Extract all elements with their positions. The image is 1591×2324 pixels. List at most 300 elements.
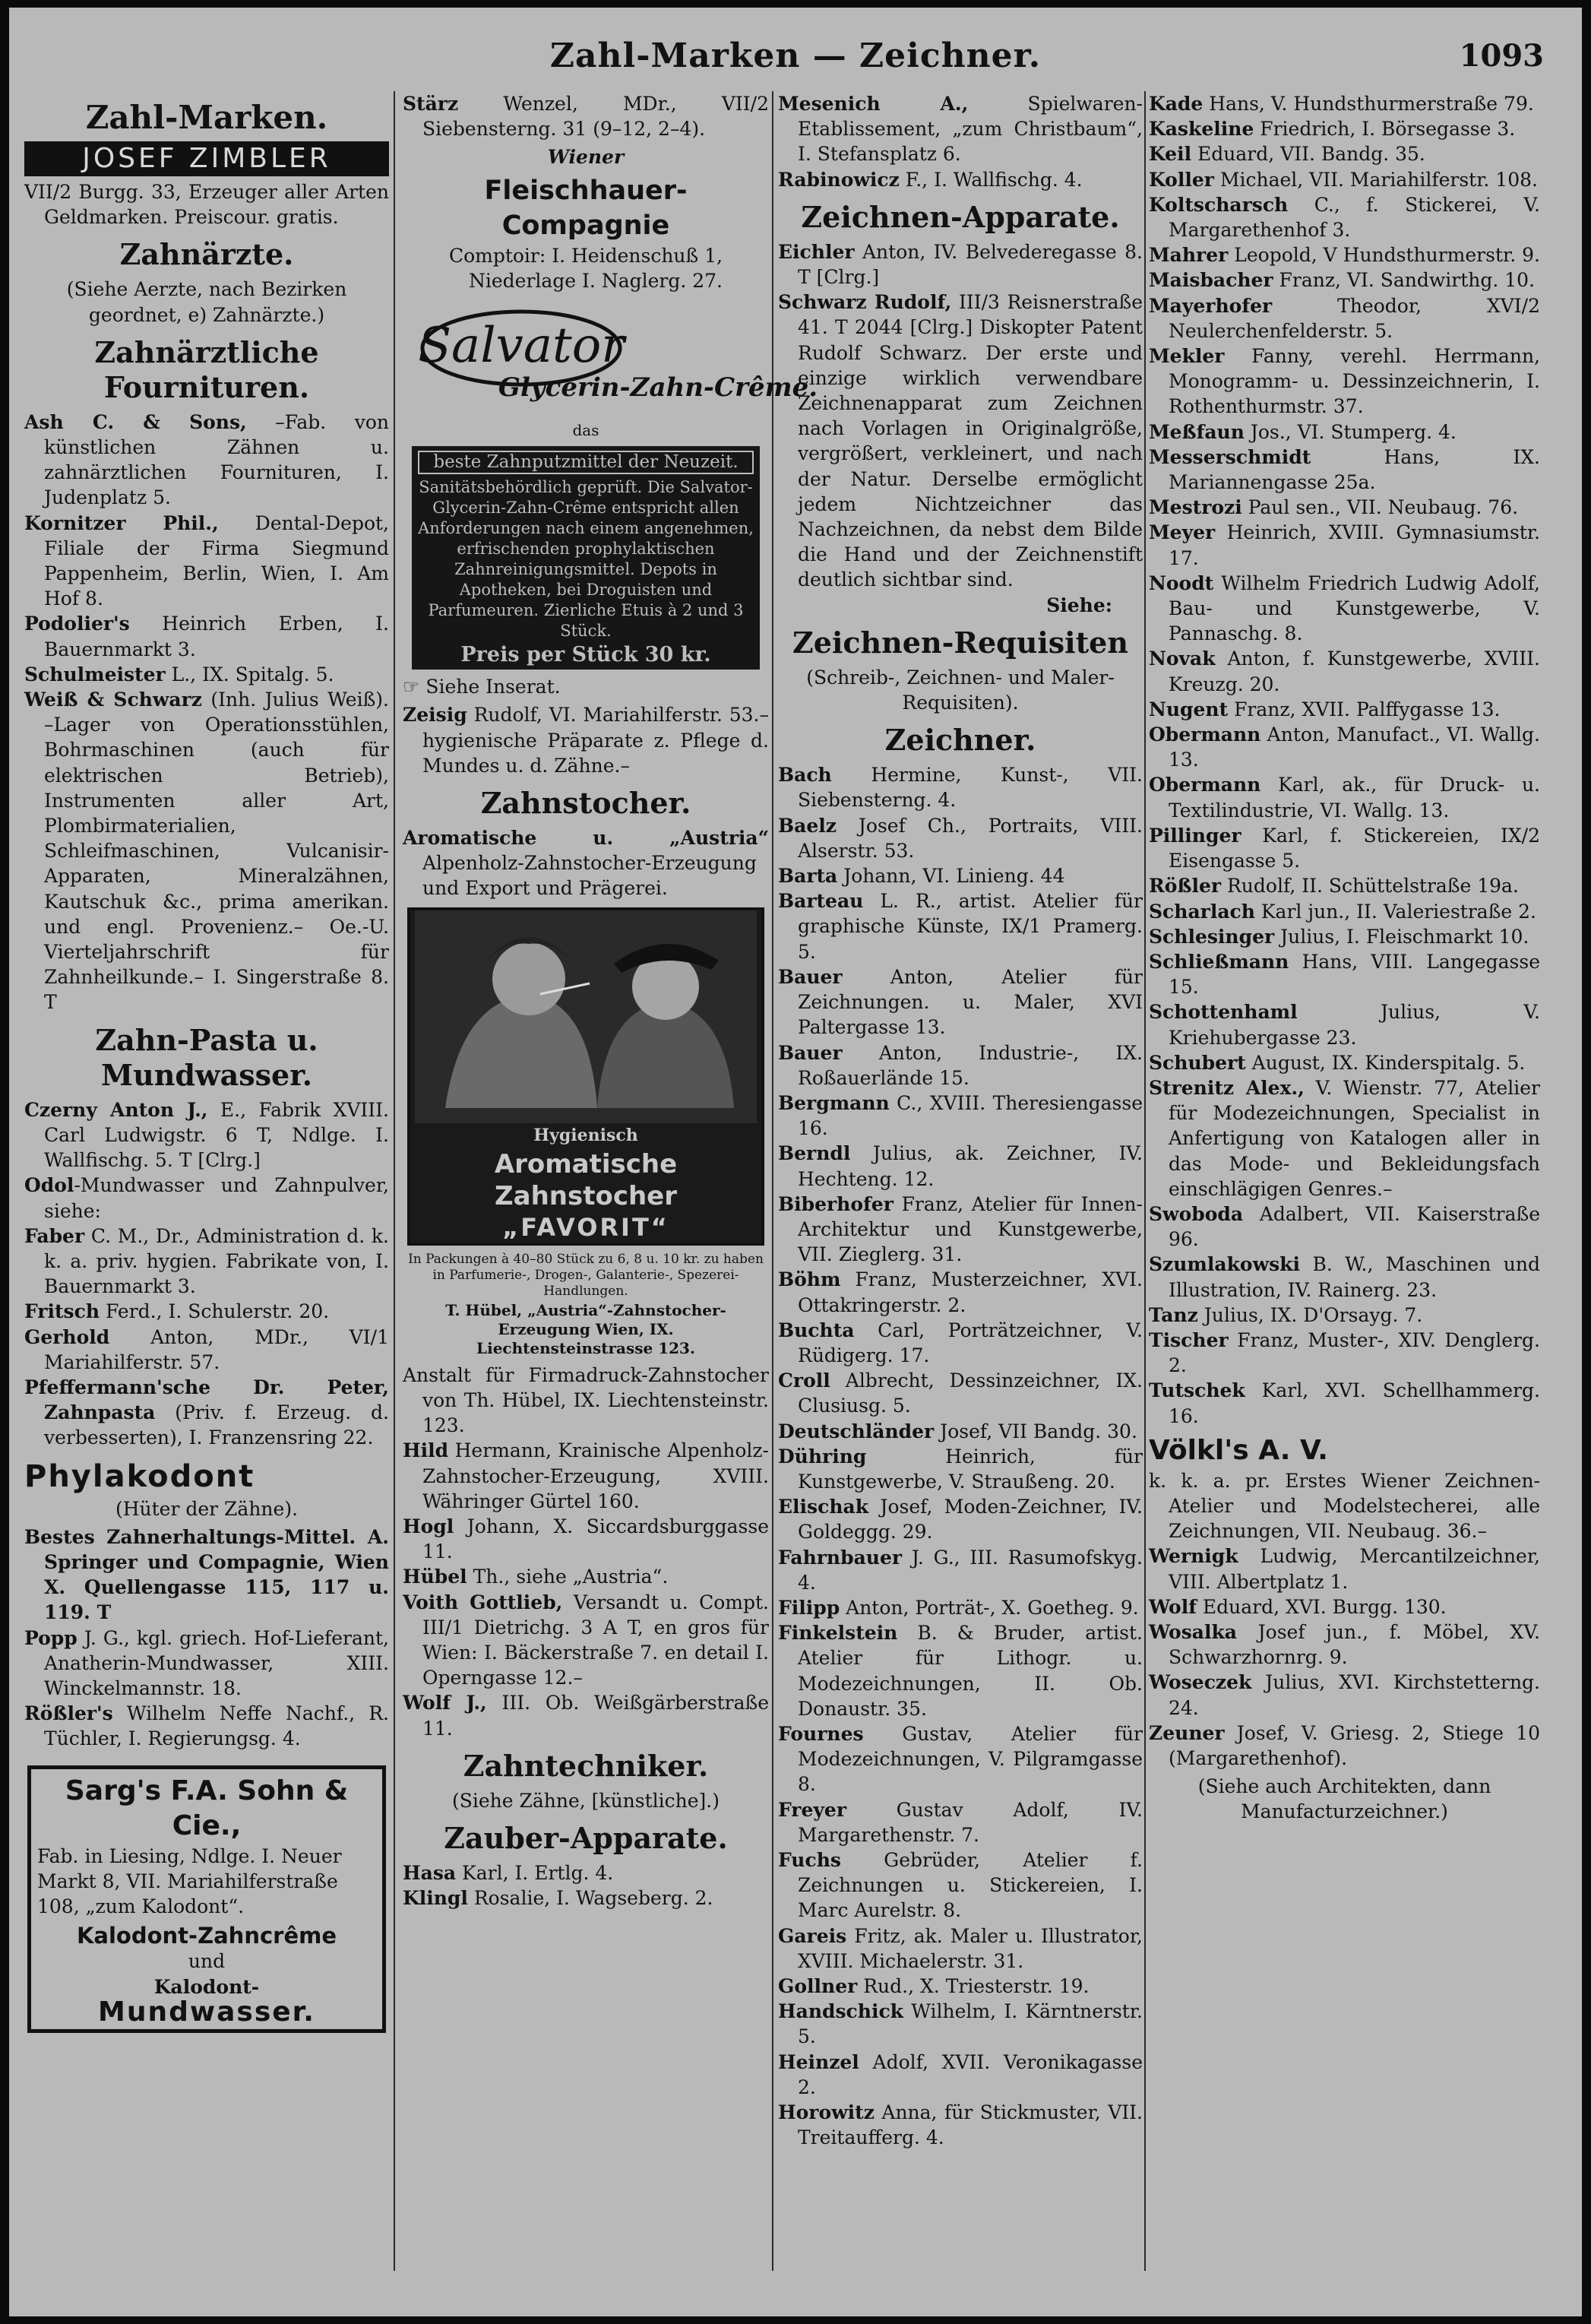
entry-text: Hans, VIII. Langegasse 15. xyxy=(1169,950,1540,999)
list-item xyxy=(1149,1544,1540,1594)
list-item xyxy=(778,762,1143,812)
salvator-das: das xyxy=(572,421,599,440)
salvator-logo-image xyxy=(407,301,818,423)
list-item xyxy=(1149,141,1540,166)
list-item xyxy=(1149,1670,1540,1720)
entry-text: Wilhelm Neffe Nachf., R. Tüchler, I. Regierungsg. 4. xyxy=(44,1702,389,1750)
entry-text: Anna, für Stickmuster, VII. Treitaufferg. 4. xyxy=(798,2101,1143,2149)
entry-name: Mekler xyxy=(1149,345,1225,368)
column-divider xyxy=(772,91,773,2271)
entry-name: Fuchs xyxy=(778,1849,841,1871)
entry-text: III. Ob. Weißgärberstraße 11. xyxy=(422,1692,769,1740)
entry-text: Ferd., I. Schulerstr. 20. xyxy=(100,1300,330,1323)
list-item xyxy=(778,1091,1143,1141)
see-label: Siehe: xyxy=(1046,594,1112,616)
entry-name: Baelz xyxy=(778,814,837,837)
column-divider xyxy=(1144,91,1146,2271)
list-item xyxy=(24,687,389,1015)
entry-name: Tanz xyxy=(1149,1303,1198,1326)
entry-text: Johann, X. Siccardsburggasse 11. xyxy=(422,1515,769,1563)
entry-name: Finkelstein xyxy=(778,1622,898,1645)
list-item xyxy=(403,1590,769,1691)
list-item xyxy=(1149,420,1540,445)
entry-text: Rosalie, I. Wagseberg. 2. xyxy=(467,1887,713,1910)
entry-text: -Mundwasser und Zahnpulver, siehe: xyxy=(44,1174,389,1222)
entry-text: Fritz, ak. Maler u. Illustrator, XVIII. Michaelerstr. 31. xyxy=(798,1924,1143,1972)
entry-text: Dental-Depot, Filiale der Firma Siegmund Pappenheim, Berlin, Wien, I. Am Hof 8. xyxy=(44,511,389,610)
phylakodont-text: Bestes Zahnerhaltungs-Mittel. A. Springer und Compagnie, Wien X. Quellengasse 115, 117 u. 119. T xyxy=(24,1525,389,1624)
entry-name: Wosalka xyxy=(1149,1620,1238,1643)
entry-text: Alpenholz-Zahnstocher-Erzeugung und Export und Prägerei. xyxy=(422,852,757,900)
entry-text: Johann, VI. Linieng. 44 xyxy=(837,865,1065,888)
list-item xyxy=(1149,823,1540,873)
list-item xyxy=(778,888,1143,964)
entry-name: Scharlach xyxy=(1149,900,1255,923)
section-heading: Zeichnen-Requisiten xyxy=(792,625,1128,660)
zimbler-nameplate: JOSEF ZIMBLER xyxy=(24,141,389,176)
entry-name: Koller xyxy=(1149,168,1214,191)
entry-text: Eduard, XVI. Burgg. 130. xyxy=(1196,1595,1447,1618)
entry-text: Fanny, verehl. Herrmann, Monogramm- u. Dessinzeichnerin, I. Rothenthurmstr. 37. xyxy=(1169,345,1540,418)
entry-text: Hermann, Krainische Alpenholz-Zahnstocher-Erzeugung, XVIII. Währinger Gürtel 160. xyxy=(422,1439,769,1512)
entry-text: Anstalt für Firmadruck-Zahnstocher von Th. Hübel, IX. Liechtensteinstr. 123. xyxy=(403,1363,769,1437)
sarg-and: und xyxy=(188,1950,226,1973)
section-note: (Siehe Zähne, [künstliche].) xyxy=(451,1789,720,1812)
entry-name: Mestrozi xyxy=(1149,496,1242,519)
entry-name: Barta xyxy=(778,865,838,888)
entry-name: Schwarz Rudolf, xyxy=(778,291,952,314)
list-item xyxy=(403,91,769,141)
final-note: (Siehe auch Architekten, dann Manufacturzeichner.) xyxy=(1197,1775,1491,1823)
favorit-title: Aromatische Zahnstocher xyxy=(494,1148,678,1211)
column-divider xyxy=(394,91,395,2271)
list-item xyxy=(1149,268,1540,293)
favorit-small-print: In Packungen à 40–80 Stück zu 6, 8 u. 10 kr. zu haben in Parfumerie-, Drogen-, Galanterie-, Spezerei-Handlungen. xyxy=(408,1251,764,1299)
entry-name: Hübel xyxy=(403,1566,467,1588)
entry-name: Gareis xyxy=(778,1924,847,1947)
entry-name: Bauer xyxy=(778,965,843,988)
list-item xyxy=(1149,949,1540,999)
list-item xyxy=(24,1097,389,1173)
section-heading: Zauber-Apparate. xyxy=(444,1821,728,1856)
list-item xyxy=(1149,646,1540,696)
sarg-title: Sarg's F.A. Sohn & Cie., xyxy=(65,1775,349,1841)
entry-text: Versandt u. Compt. III/1 Dietrichg. 3 A T, en gros für Wien: I. Bäckerstraße 7. en detail I. Operngasse 12.– xyxy=(422,1591,769,1689)
entry-text: E., Fabrik XVIII. Carl Ludwigstr. 6 T, Ndlge. I. Wallfischg. 5. T [Clrg.] xyxy=(44,1098,389,1172)
entry-name: Meßfaun xyxy=(1149,420,1245,443)
list-item xyxy=(403,1564,769,1589)
list-item xyxy=(403,1885,769,1911)
entry-name: Odol xyxy=(24,1174,74,1197)
entry-name: Elischak xyxy=(778,1496,869,1518)
entry-text: Hermine, Kunst-, VII. Siebensterng. 4. xyxy=(798,764,1143,812)
entry-name: Horowitz xyxy=(778,2101,875,2124)
entry-text: Paul sen., VII. Neubaug. 76. xyxy=(1241,496,1519,519)
column-3 xyxy=(778,91,1143,2278)
list-item xyxy=(1149,192,1540,242)
entry-name: Dühring xyxy=(778,1445,867,1468)
list-item xyxy=(778,1318,1143,1368)
entry-text: Julius, I. Fleischmarkt 10. xyxy=(1274,925,1529,948)
list-item xyxy=(1149,1252,1540,1302)
entry-name: Hild xyxy=(403,1439,449,1462)
directory-page xyxy=(9,8,1582,2316)
entry-name: Schlesinger xyxy=(1149,925,1275,948)
list-item xyxy=(778,1974,1143,1999)
entry-text: Michael, VII. Mariahilferstr. 108. xyxy=(1213,168,1538,191)
list-item xyxy=(1149,1202,1540,1252)
entry-name: Biberhofer xyxy=(778,1192,894,1215)
entry-text: (Priv. f. Erzeug. d. verbesserten), I. Franzensring 22. xyxy=(44,1401,389,1449)
section-heading: Zeichnen-Apparate. xyxy=(801,199,1120,234)
entry-name: Schottenhaml xyxy=(1149,1001,1298,1024)
sarg-product: Kalodont-Zahncrême xyxy=(76,1923,337,1949)
entry-name: Noodt xyxy=(1149,572,1214,594)
entry-text: Josef, VII Bandg. 30. xyxy=(934,1420,1137,1442)
entry-text: August, IX. Kinderspitalg. 5. xyxy=(1245,1051,1526,1074)
section-heading: Zeichner. xyxy=(884,723,1036,758)
list-item xyxy=(24,1626,389,1702)
list-item xyxy=(1149,495,1540,520)
entry-text: Heinrich, für Kunstgewerbe, V. Straußeng. 20. xyxy=(798,1445,1143,1493)
list-item xyxy=(1149,167,1540,192)
entry-text: Karl, f. Stickereien, IX/2 Eisengasse 5. xyxy=(1169,824,1540,872)
sarg-product: Kalodont- xyxy=(153,1975,260,1998)
entry-text: Anton, IV. Belvederegasse 8. T [Clrg.] xyxy=(798,240,1143,289)
list-item xyxy=(24,511,389,612)
list-item xyxy=(24,410,389,511)
entry-text: Franz, XVII. Palffygasse 13. xyxy=(1228,698,1501,720)
section-heading: Zahl-Marken. xyxy=(85,99,328,136)
entry-name: Nugent xyxy=(1149,698,1229,720)
entry-text: C. M., Dr., Administration d. k. k. a. priv. hygien. Fabrikate von, I. Bauernmarkt 3. xyxy=(44,1224,389,1298)
entry-name: Fritsch xyxy=(24,1300,100,1323)
entry-name: Klingl xyxy=(403,1887,468,1910)
entry-text: Rud., X. Triesterstr. 19. xyxy=(857,1975,1090,1998)
entry-text: Gustav, Atelier für Modezeichnungen, V. Pilgramgasse 8. xyxy=(798,1722,1143,1796)
entry-name: Koltscharsch xyxy=(1149,193,1289,216)
entry-text: J. G., III. Rasumofskyg. 4. xyxy=(798,1546,1143,1594)
entry-name: Faber xyxy=(24,1224,85,1247)
voelkl-text: k. k. a. pr. Erstes Wiener Zeichnen-Atelier und Modelstecherei, alle Zeichnungen, VII. Neubaug. 36.– xyxy=(1149,1469,1540,1543)
entry-text: (Inh. Julius Weiß). –Lager von Operationsstühlen, Bohrmaschinen (auch für elektrischen Betrieb), Instrumenten aller Art, Plombirmaterialien, Schleifmaschinen, Vulcanisir-Apparaten, Mineralzähnen, Kautschuk &c., prima amerikan. und engl. Provenienz.– Oe.-U. Vierteljahrschrift für Zahnheilkunde.– I. Singerstraße 8. T xyxy=(44,689,389,1014)
entry-name: Bach xyxy=(778,764,832,787)
entry-name: Keil xyxy=(1149,143,1192,166)
entry-name: Aromatische u. „Austria“ xyxy=(403,827,769,850)
entry-text: Adalbert, VII. Kaiserstraße 96. xyxy=(1169,1202,1540,1251)
page-number: 1093 xyxy=(1459,38,1544,74)
entry-name: Popp xyxy=(24,1626,77,1649)
entry-name: Berndl xyxy=(778,1142,851,1165)
entry-name: Schulmeister xyxy=(24,663,166,685)
entry-name: Mesenich A., xyxy=(778,93,969,115)
entry-text: Josef jun., f. Möbel, XV. Schwarzhornrg. 9. xyxy=(1169,1620,1540,1669)
list-item xyxy=(1149,1594,1540,1620)
list-item xyxy=(24,1375,389,1451)
list-item xyxy=(1149,520,1540,570)
list-item xyxy=(778,1595,1143,1620)
entry-name: Mahrer xyxy=(1149,244,1229,267)
list-item xyxy=(1149,91,1540,116)
list-item xyxy=(778,1999,1143,2049)
list-item xyxy=(1149,445,1540,495)
entry-text: Anton, Industrie-, IX. Roßauerlände 15. xyxy=(798,1041,1143,1089)
entry-text: Julius, ak. Zeichner, IV. Hechteng. 12. xyxy=(798,1142,1143,1190)
list-item xyxy=(778,813,1143,863)
list-item xyxy=(778,91,1143,167)
entry-text: Jos., VI. Stumperg. 4. xyxy=(1244,420,1457,443)
entry-text: Friedrich, I. Börsegasse 3. xyxy=(1254,118,1516,141)
entry-text: Hans, IX. Mariannengasse 25a. xyxy=(1169,445,1540,494)
entry-text: Julius, V. Kriehubergasse 23. xyxy=(1169,1001,1540,1049)
list-item xyxy=(1149,116,1540,141)
list-item xyxy=(403,1363,769,1439)
list-item xyxy=(24,1299,389,1324)
list-item xyxy=(24,662,389,687)
entry-name: Eichler xyxy=(778,240,855,263)
entry-name: Hasa xyxy=(403,1862,457,1885)
list-item xyxy=(1149,899,1540,924)
list-item xyxy=(24,1224,389,1300)
entry-name: Buchta xyxy=(778,1319,855,1341)
section-heading: Zahnärztliche Fournituren. xyxy=(94,334,319,404)
entry-text: Rudolf, II. Schüttelstraße 19a. xyxy=(1221,875,1519,898)
entry-name: Szumlakowski xyxy=(1149,1253,1300,1276)
entry-text: Heinrich Erben, I. Bauernmarkt 3. xyxy=(44,613,389,660)
list-item xyxy=(24,1173,389,1223)
fleischhauer-title: Fleischhauer-Compagnie xyxy=(484,175,688,241)
favorit-illustration xyxy=(415,910,757,1123)
entry-text: Josef Ch., Portraits, VIII. Alserstr. 53. xyxy=(798,814,1143,862)
list-item xyxy=(1149,1050,1540,1075)
entry-name: Handschick xyxy=(778,2000,903,2023)
entry-name: Fournes xyxy=(778,1722,864,1745)
entry-text: Anton, MDr., VI/1 Mariahilferstr. 57. xyxy=(44,1325,389,1373)
column-1 xyxy=(24,91,389,2278)
entry-text: Franz, VI. Sandwirthg. 10. xyxy=(1273,269,1536,292)
entry-text: L. R., artist. Atelier für graphische Künste, IX/1 Pramerg. 5. xyxy=(798,890,1143,963)
entry-text: Wilhelm, I. Kärntnerstr. 5. xyxy=(798,2000,1143,2048)
salvator-logo-text: Salvator xyxy=(418,318,625,375)
entry-text: Th., siehe „Austria“. xyxy=(467,1566,669,1588)
entry-name: Rabinowicz xyxy=(778,168,900,191)
entry-name: Deutschländer xyxy=(778,1420,935,1442)
entry-text: –Fab. von künstlichen Zähnen u. zahnärztlichen Fournituren, I. Judenplatz 5. xyxy=(44,410,389,509)
list-item xyxy=(778,1797,1143,1847)
list-item xyxy=(1149,1721,1540,1771)
list-item xyxy=(778,1267,1143,1317)
entry-name: Woseczek xyxy=(1149,1671,1252,1694)
entry-text: Josef, V. Griesg. 2, Stiege 10 (Margarethenhof). xyxy=(1169,1721,1540,1769)
entry-text: B. W., Maschinen und Illustration, IV. Rainerg. 23. xyxy=(1169,1253,1540,1301)
entry-text: B. & Bruder, artist. Atelier für Lithogr. u. Modezeichnungen, II. Ob. Donaustr. 35. xyxy=(798,1622,1143,1720)
list-item xyxy=(403,1690,769,1740)
list-item xyxy=(778,1141,1143,1191)
list-item xyxy=(1149,697,1540,722)
entry-name: Barteau xyxy=(778,890,864,913)
section-heading: Zahnärzte. xyxy=(119,237,294,272)
entry-text: Theodor, XVI/2 Neulerchenfelderstr. 5. xyxy=(1169,294,1540,342)
list-item xyxy=(1149,1303,1540,1328)
entry-text: V. Wienstr. 77, Atelier für Modezeichnungen, Specialist in Anfertigung von Katalogen aller in das Mode- und Bekleidungsfach einschlägigen Genres.– xyxy=(1169,1076,1540,1200)
entry-name: Messerschmidt xyxy=(1149,445,1311,468)
list-item xyxy=(778,1192,1143,1268)
list-item xyxy=(778,167,1143,192)
entry-text: Wenzel, MDr., VII/2 Siebensterng. 31 (9–12, 2–4). xyxy=(422,93,769,141)
entry-text: Julius, XVI. Kirchstetterng. 24. xyxy=(1169,1671,1540,1719)
entry-name: Freyer xyxy=(778,1798,846,1821)
salvator-price: Preis per Stück 30 kr. xyxy=(460,643,711,667)
entry-name: Zeuner xyxy=(1149,1721,1225,1744)
column-4 xyxy=(1149,91,1540,2278)
entry-name: Wolf J., xyxy=(403,1692,487,1715)
sarg-text: Fab. in Liesing, Ndlge. I. Neuer Markt 8, VII. Mariahilferstraße 108, „zum Kalodont“. xyxy=(37,1844,342,1917)
advert-favorit xyxy=(407,907,764,1246)
entry-text: C., XVIII. Theresiengasse 16. xyxy=(798,1091,1143,1140)
entry-text: C., f. Stickerei, V. Margarethenhof 3. xyxy=(1169,193,1540,242)
entry-text: III/3 Reisnerstraße 41. T 2044 [Clrg.] Diskopter Patent Rudolf Schwarz. Der erste und einzige wirklich verwendbare Zeichnenapparat zum Zeichnen nach Vorlagen in Originalgröße, vergrößert, verkleinert, und nach der Natur. Derselbe ermöglicht jedem Nichtzeichner das Nachzeichnen, da nebst dem Bilde die Hand und der Zeichnenstift deutlich sichtbar sind. xyxy=(798,291,1143,591)
list-item xyxy=(778,239,1143,290)
entry-text: Heinrich, XVIII. Gymnasiumstr. 17. xyxy=(1169,521,1540,569)
page-title: Zahl-Marken — Zeichner. xyxy=(549,36,1042,75)
list-item xyxy=(403,1860,769,1885)
list-item xyxy=(1149,1378,1540,1428)
section-heading: Zahnstocher. xyxy=(480,786,691,821)
salvator-see: ☞ Siehe Inserat. xyxy=(403,676,561,698)
entry-name: Tutschek xyxy=(1149,1379,1245,1402)
salvator-subtitle: Glycerin-Zahn-Crême. xyxy=(498,372,818,404)
entry-text: Julius, IX. D'Orsayg. 7. xyxy=(1197,1303,1423,1326)
list-item xyxy=(24,1701,389,1751)
entry-text: Franz, Atelier für Innen-Architektur und Kunstgewerbe, VII. Zieglerg. 31. xyxy=(798,1192,1143,1266)
entry-name: Novak xyxy=(1149,647,1216,670)
entry-name: Rößler xyxy=(1149,875,1222,898)
list-item xyxy=(403,1438,769,1514)
list-item xyxy=(778,1620,1143,1721)
section-heading: Zahn-Pasta u. Mundwasser. xyxy=(95,1022,318,1092)
entry-name: Wolf xyxy=(1149,1595,1197,1618)
entry-name: Bauer xyxy=(778,1041,843,1064)
list-item xyxy=(778,1419,1143,1444)
list-item xyxy=(1149,999,1540,1050)
entry-name: Rößler's xyxy=(24,1702,113,1725)
list-item xyxy=(778,863,1143,888)
list-item xyxy=(778,290,1143,592)
entry-name: Zeisig xyxy=(403,704,467,727)
entry-name: Kade xyxy=(1149,93,1204,115)
list-item xyxy=(778,1368,1143,1418)
entry-name: Obermann xyxy=(1149,774,1261,796)
list-item xyxy=(1149,242,1540,268)
phylakodont-subtitle: (Hüter der Zähne). xyxy=(115,1497,299,1520)
entry-text: Spielwaren-Etablissement, „zum Christbaum“, I. Stefansplatz 6. xyxy=(798,93,1143,166)
entry-text: Karl jun., II. Valeriestraße 2. xyxy=(1254,900,1537,923)
list-item xyxy=(778,1545,1143,1595)
list-item xyxy=(778,1040,1143,1091)
list-item xyxy=(1149,1620,1540,1670)
list-item xyxy=(778,964,1143,1040)
entry-text: Wilhelm Friedrich Ludwig Adolf, Bau- und Kunstgewerbe, V. Pannaschg. 8. xyxy=(1169,572,1540,645)
entry-text: Anton, Atelier für Zeichnungen. u. Maler, XVI Paltergasse 13. xyxy=(798,965,1143,1039)
entry-name: Stärz xyxy=(403,93,459,115)
entry-text: Karl, ak., für Druck- u. Textilindustrie, VI. Wallg. 13. xyxy=(1169,774,1540,822)
list-item xyxy=(778,2100,1143,2150)
entry-name: Heinzel xyxy=(778,2050,859,2073)
entry-text: Rudolf, VI. Mariahilferstr. 53.–hygienische Präparate z. Pflege d. Mundes u. d. Zähne.– xyxy=(422,704,769,777)
entry-name: Croll xyxy=(778,1369,830,1392)
list-item xyxy=(1149,1075,1540,1202)
entry-text: Gebrüder, Atelier f. Zeichnungen u. Stickereien, I. Marc Aurelstr. 8. xyxy=(798,1849,1143,1922)
entry-text: Albrecht, Dessinzeichner, IX. Clusiusg. 5. xyxy=(798,1369,1143,1417)
entry-text: F., I. Wallfischg. 4. xyxy=(899,168,1083,191)
list-item xyxy=(403,1514,769,1564)
entry-name: Ash C. & Sons, xyxy=(24,410,247,433)
entry-name: Pfeffermann'sche Dr. Peter, Zahnpasta xyxy=(24,1376,389,1424)
list-item xyxy=(1149,293,1540,344)
entry-name: Hogl xyxy=(403,1515,454,1538)
section-note: (Siehe Aerzte, nach Bezirken geordnet, e) Zahnärzte.) xyxy=(66,278,347,326)
list-item xyxy=(1149,1328,1540,1378)
list-item xyxy=(1149,873,1540,898)
entry-text: Franz, Muster-, XIV. Denglerg. 2. xyxy=(1169,1328,1540,1377)
entry-text: Anton, f. Kunstgewerbe, XVIII. Kreuzg. 20. xyxy=(1169,647,1540,695)
advert-salvator xyxy=(403,301,818,699)
entry-name: Voith Gottlieb, xyxy=(403,1591,563,1613)
list-item xyxy=(778,1444,1143,1494)
entry-name: Filipp xyxy=(778,1596,840,1619)
favorit-hygienic: Hygienisch xyxy=(533,1125,638,1145)
fleischhauer-text: Comptoir: I. Heidenschuß 1, Niederlage I. Naglerg. 27. xyxy=(448,244,723,292)
entry-text: Karl, I. Ertlg. 4. xyxy=(456,1862,614,1885)
advert-sarg xyxy=(27,1765,386,2033)
entry-name: Meyer xyxy=(1149,521,1216,544)
entry-text: Josef, Moden-Zeichner, IV. Goldeggg. 29. xyxy=(798,1496,1143,1544)
entry-name: Fahrnbauer xyxy=(778,1546,903,1569)
entry-name: Bergmann xyxy=(778,1091,890,1114)
voelkl-title: Völkl's A. V. xyxy=(1149,1434,1328,1466)
list-item xyxy=(778,2050,1143,2100)
list-item xyxy=(1149,924,1540,949)
entry-text: Anton, Porträt-, X. Goetheg. 9. xyxy=(840,1596,1139,1619)
entry-name: Kornitzer Phil., xyxy=(24,511,219,534)
zimbler-text: VII/2 Burgg. 33, Erzeuger aller Arten Geldmarken. Preiscour. gratis. xyxy=(24,181,389,229)
entry-name: Schubert xyxy=(1149,1051,1246,1074)
entry-name: Kaskeline xyxy=(1149,118,1254,141)
entry-text: Karl, XVI. Schellhammerg. 16. xyxy=(1169,1379,1540,1427)
entry-text: Carl, Porträtzeichner, V. Rüdigerg. 17. xyxy=(798,1319,1143,1366)
entry-name: Czerny Anton J., xyxy=(24,1098,208,1121)
section-heading: Zahntechniker. xyxy=(463,1748,709,1783)
entry-text: J. G., kgl. griech. Hof-Lieferant, Anatherin-Mundwasser, XIII. Winckelmannstr. 18. xyxy=(44,1626,389,1699)
entry-name: Strenitz Alex., xyxy=(1149,1076,1305,1099)
list-item xyxy=(403,702,769,778)
list-item xyxy=(24,611,389,661)
entry-text: Eduard, VII. Bandg. 35. xyxy=(1191,143,1425,166)
list-item xyxy=(778,1923,1143,1974)
list-item xyxy=(1149,571,1540,647)
entry-name: Pillinger xyxy=(1149,824,1241,847)
entry-name: Tischer xyxy=(1149,1328,1229,1351)
section-note: (Schreib-, Zeichnen- und Maler-Requisiten). xyxy=(806,666,1115,714)
list-item xyxy=(1149,344,1540,420)
list-item xyxy=(403,825,769,901)
list-item xyxy=(778,1494,1143,1544)
entry-text: Gustav Adolf, IV. Margarethenstr. 7. xyxy=(798,1798,1143,1846)
favorit-firm: T. Hübel, „Austria“-Zahnstocher-Erzeugung Wien, IX. Liechtensteinstrasse 123. xyxy=(445,1300,726,1357)
entry-name: Podolier's xyxy=(24,613,130,635)
entry-name: Mayerhofer xyxy=(1149,294,1273,317)
entry-text: Leopold, V Hundsthurmerstr. 9. xyxy=(1228,244,1540,267)
